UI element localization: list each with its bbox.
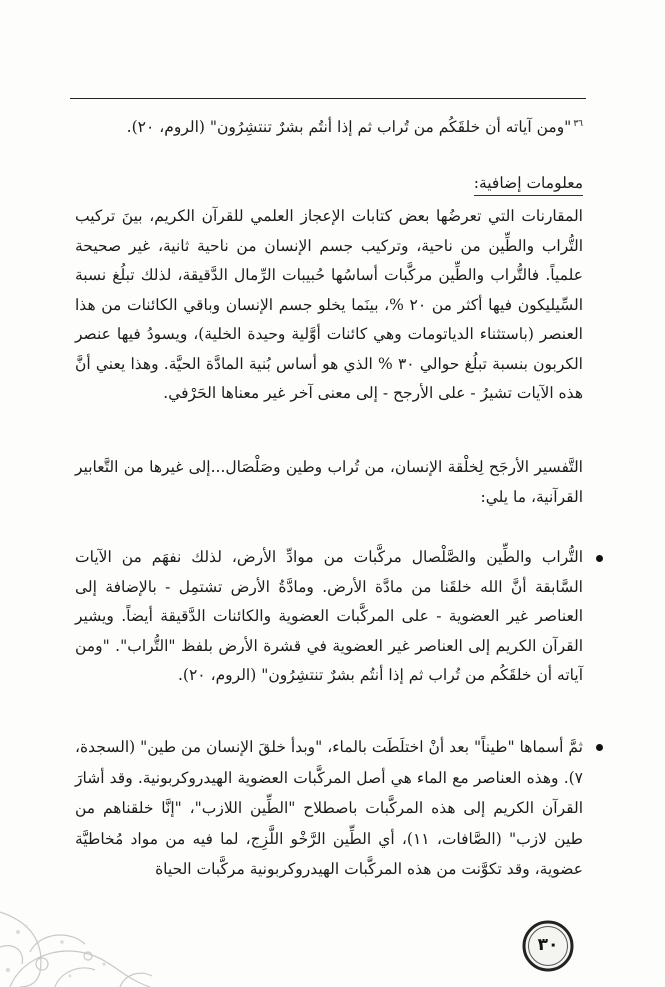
- bullet-item-2-text: ثمَّ أسماها "طيناً" بعد أنْ اختلَطَت بالماء، "وبدأ خلقَ الإنسان من طين" (السجدة، ٧). وهذه العناصر مع الماء هي أصل المركَّبات العضوية الهيدروكربونية. وقد أشارَ القرآن الكريم إلى هذه المركَّبات باصطلاح "الطِّين اللازب"، "إنَّا خلقناهم من طين لازب" (الصَّافات، ١١)، أي الطِّين الرَّخْو اللَّزِج، لما فيه من مواد مُخاطيَّة عضوية، وقد تكوَّنت من هذه المركَّبات الهيدروكربونية مركَّبات الحياة: [75, 738, 583, 878]
- bullet-item-1-text: التُّراب والطِّين والصَّلْصال مركَّبات من موادِّ الأرض، لذلك نفهَم من الآيات السَّابقة أنَّ الله خلقَنا من مادَّة الأرض. ومادَّةُ الأرض تشتمِل - بالإضافة إلى العناصر غير العضوية - على المركَّبات العضوية والكائنات الدَّقيقة أيضاً. ويشير القرآن الكريم إلى العناصر غير العضوية في قشرة الأرض بلفظ "التُّراب". "ومن آياته أن خلقَكُم من تُراب ثم إذا أنتُم بشرٌ تنتشِرُون" (الروم، ٢٠).: [75, 548, 583, 684]
- section-heading: معلومات إضافية:: [474, 172, 583, 196]
- bullet-item-1: [75, 543, 583, 691]
- footnote-text: "ومن آياته أن خلقَكُم من تُراب ثم إذا أنتُم بشرٌ تنتشِرُون" (الروم، ٢٠).: [126, 118, 572, 137]
- paragraph-2: التَّفسير الأرجَح لِخلْقة الإنسان، من تُراب وطين وصَلْصَال...إلى غيرها من التَّعابير القرآنية، ما يلي:: [75, 458, 583, 506]
- paragraph-1: المقارنات التي تعرضُها بعض كتابات الإعجاز العلمي للقرآن الكريم، بينَ تركيب التُّراب والطِّين من ناحية، وتركيب جسم الإنسان من ناحية ثانية، غير صحيحة علمياً. فالتُّراب والطِّين مركَّبات أساسُها حُبيبات الرِّمال الدَّقيقة، لذلك تبلُغ نسبة السِّيليكون فيها أكثر من ٢٠ %، بينَما يخلو جسم الإنسان وباقي الكائنات من هذا العنصر (باستثناء الدياتومات وهي كائنات أوَّلية وحيدة الخلية)، ويسودُ فيها عنصر الكربون بنسبة تبلُغ حوالي ٣٠ % الذي هو أساس بُنية المادَّة الحيَّة. وهذا يعني أنَّ هذه الآيات تشيرُ - على الأرجح - إلى معنى آخر غير معناها الحَرْفي.: [75, 207, 583, 402]
- floral-ornament-icon: [0, 852, 180, 987]
- footnote-separator-rule: [70, 98, 586, 99]
- footnote-marker: ٣٦: [573, 119, 583, 129]
- bullet-dot-icon: [596, 744, 603, 751]
- bullet-dot-icon: [596, 555, 603, 562]
- footnote: [83, 112, 583, 139]
- page-number: ٣٠: [537, 935, 559, 955]
